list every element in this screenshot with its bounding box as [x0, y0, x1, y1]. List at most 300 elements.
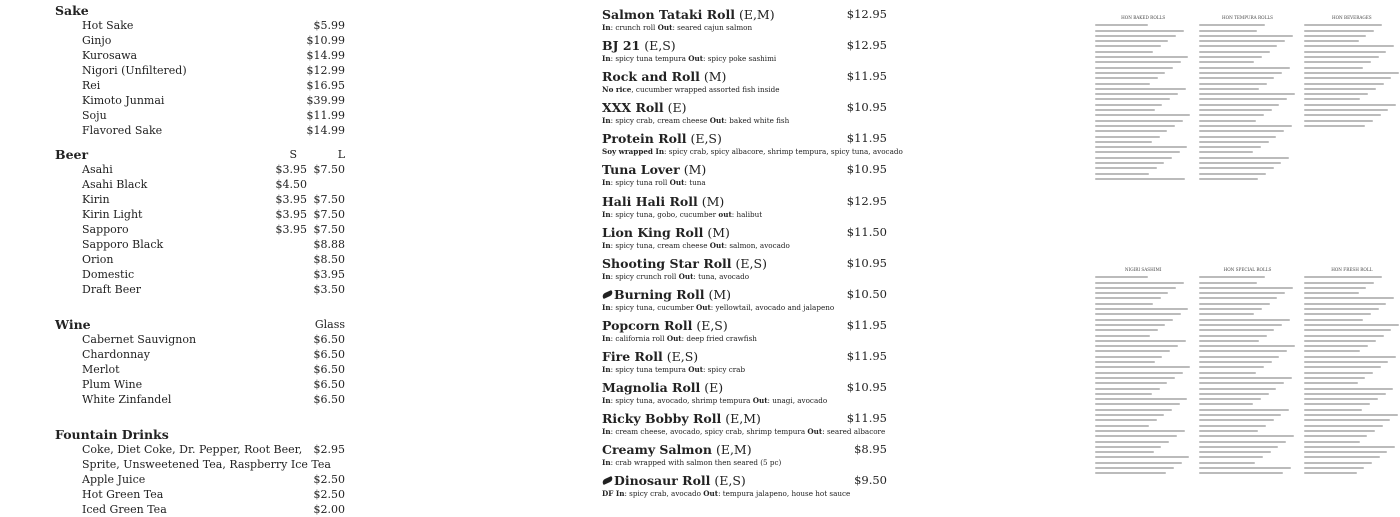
roll-name: Shooting Star Roll — [602, 255, 732, 271]
roll-name-line — [602, 224, 887, 241]
text-line — [1304, 356, 1396, 358]
sep: : — [610, 178, 616, 188]
sep: : — [610, 116, 616, 126]
text-line — [1095, 146, 1187, 148]
item-name: Domestic — [82, 268, 135, 281]
item-name: Cabernet Sauvignon — [82, 333, 197, 346]
text-line — [1199, 162, 1281, 164]
roll-tag: (M) — [708, 286, 732, 302]
text-line — [1095, 446, 1161, 448]
menu-item — [55, 347, 345, 362]
text-line — [1095, 372, 1183, 374]
roll-tag: (M) — [701, 193, 725, 209]
text-line — [1199, 56, 1262, 58]
roll-description — [602, 396, 887, 406]
inside-ingredients: crab wrapped with salmon then seared (5 pc) — [615, 458, 782, 468]
spicy-pepper-icon — [601, 290, 613, 299]
outside-ingredients: tempura jalapeno, house hot sauce — [722, 489, 851, 499]
text-line — [1199, 167, 1273, 169]
outside-ingredients: deep fried crawfish — [686, 333, 757, 343]
sep: : — [624, 489, 630, 499]
in-label: In — [602, 23, 611, 32]
text-line — [1199, 72, 1282, 74]
text-line — [1095, 414, 1164, 416]
roll-tag: (E) — [667, 100, 687, 116]
text-line — [1095, 297, 1161, 299]
text-line — [1095, 56, 1188, 58]
text-line — [1304, 282, 1374, 284]
text-line — [1199, 83, 1266, 85]
text-line — [1199, 377, 1291, 379]
menu-item — [55, 362, 345, 377]
text-line — [1199, 350, 1287, 352]
roll-name: Magnolia Roll — [602, 380, 701, 396]
in-label: In — [602, 116, 611, 126]
roll-price: $11.95 — [846, 131, 887, 146]
out-label: Out — [666, 333, 682, 343]
desc-bold: No rice — [602, 85, 632, 95]
item-price: $2.00 — [313, 503, 345, 516]
text-line — [1199, 329, 1274, 331]
text-line — [1095, 45, 1161, 47]
text-line — [1095, 287, 1176, 289]
text-line — [1304, 30, 1374, 32]
text-line — [1199, 356, 1279, 358]
sep: : — [724, 240, 730, 250]
text-line — [1304, 77, 1392, 79]
text-line — [1304, 276, 1382, 278]
text-line — [1095, 435, 1177, 437]
item-name: Rei — [82, 79, 101, 92]
text-line — [1304, 414, 1398, 416]
text-line — [1304, 67, 1364, 69]
inside-ingredients: spicy tuna tempura — [615, 54, 686, 64]
roll-price: $11.95 — [846, 411, 887, 426]
menu-item — [55, 392, 345, 407]
text-line — [1304, 472, 1357, 474]
sep: : — [672, 23, 678, 32]
out-label: Out — [669, 178, 685, 188]
text-line — [1199, 292, 1285, 294]
roll-description — [602, 241, 887, 251]
menu-item — [55, 502, 345, 517]
item-name: White Zinfandel — [82, 393, 172, 406]
text-line — [1304, 430, 1375, 432]
sep: : — [610, 23, 616, 32]
item-name: Asahi — [82, 163, 113, 176]
text-line — [1199, 366, 1264, 368]
in-label: In — [602, 365, 611, 375]
item-name: Hot Sake — [82, 19, 134, 32]
menu-item — [55, 18, 345, 33]
out-label: Out — [688, 54, 704, 64]
text-line — [1199, 409, 1289, 411]
text-line — [1095, 35, 1176, 37]
text-line — [1304, 377, 1366, 379]
text-line — [1199, 319, 1290, 321]
menu-item — [55, 282, 345, 297]
text-line — [1095, 157, 1172, 159]
roll-description — [602, 85, 887, 95]
menu-item — [55, 207, 345, 222]
menu-item — [55, 377, 345, 392]
outside-ingredients: spicy crab — [707, 365, 746, 375]
inside-ingredients: spicy tuna, gobo, cucumber — [615, 209, 717, 219]
sake-heading — [55, 3, 345, 18]
sep: : — [693, 271, 699, 281]
text-line — [1199, 435, 1293, 437]
item-price: $39.99 — [306, 94, 345, 107]
text-line — [1199, 345, 1294, 347]
roll-price: $10.95 — [846, 380, 887, 395]
text-line — [1304, 287, 1367, 289]
sep: : — [610, 427, 616, 437]
text-line — [1304, 88, 1376, 90]
roll-description — [602, 147, 903, 157]
text-line — [1304, 329, 1392, 331]
menu-item — [55, 162, 345, 177]
inside-ingredients: crunch roll — [615, 23, 656, 32]
roll-tag: (E,M) — [738, 7, 775, 22]
text-line — [1304, 297, 1395, 299]
thumbnail-heading: HON SPECIAL ROLLS — [1223, 267, 1272, 272]
roll-tag: (E,S) — [714, 473, 746, 489]
price-small: $3.95 — [275, 208, 307, 221]
menu-item — [55, 457, 345, 472]
outside-ingredients: baked white fish — [729, 116, 790, 126]
text-line — [1304, 45, 1395, 47]
thumbnail-column — [1304, 15, 1400, 227]
text-line — [1304, 340, 1376, 342]
text-line — [1199, 114, 1264, 116]
desc-prefix: Soy wrapped — [602, 147, 656, 157]
roll-description — [602, 489, 887, 499]
text-line — [1199, 372, 1256, 374]
section-title: Wine — [55, 317, 91, 332]
inside-ingredients: spicy tuna roll — [615, 178, 668, 188]
roll-price: $10.50 — [846, 286, 887, 301]
text-line — [1095, 308, 1188, 310]
thumbnail-column — [1095, 15, 1191, 227]
text-line — [1199, 51, 1269, 53]
text-line — [1199, 276, 1265, 278]
roll-description — [602, 303, 887, 313]
text-line — [1304, 446, 1396, 448]
roll-name-line — [602, 37, 887, 54]
inside-ingredients: spicy crab, avocado — [629, 489, 701, 499]
text-line — [1304, 435, 1368, 437]
roll-item — [602, 286, 887, 317]
text-line — [1199, 446, 1278, 448]
price-large: $7.50 — [313, 208, 345, 221]
section-title: Beer — [55, 147, 89, 162]
text-line — [1199, 361, 1271, 363]
text-line — [1304, 51, 1387, 53]
text-line — [1095, 303, 1153, 305]
outside-ingredients: salmon, avocado — [729, 240, 790, 250]
text-line — [1095, 388, 1160, 390]
text-line — [1095, 319, 1173, 321]
text-line — [1199, 109, 1271, 111]
text-line — [1304, 456, 1380, 458]
inside-ingredients: cream cheese, avocado, spicy crab, shrimp tempura — [615, 427, 806, 437]
text-line — [1304, 24, 1382, 26]
text-line — [1304, 109, 1389, 111]
outside-ingredients: tuna, avocado — [698, 271, 750, 281]
text-line — [1199, 77, 1274, 79]
text-line — [1304, 114, 1381, 116]
text-line — [1304, 292, 1359, 294]
text-line — [1095, 51, 1153, 53]
item-price: $6.50 — [313, 393, 345, 406]
text-line — [1095, 356, 1162, 358]
item-name: Chardonnay — [82, 348, 150, 361]
price-small: $3.95 — [275, 223, 307, 236]
sep: : — [681, 333, 687, 343]
text-line — [1304, 382, 1358, 384]
item-price: $6.50 — [313, 378, 345, 391]
text-line — [1199, 287, 1292, 289]
outside-ingredients: seared albacore — [826, 427, 886, 437]
text-line — [1095, 109, 1155, 111]
in-label: In — [602, 209, 611, 219]
in-label: In — [602, 178, 611, 188]
text-line — [1304, 324, 1399, 326]
outside-ingredients: halibut — [736, 209, 763, 219]
item-name: Coke, Diet Coke, Dr. Pepper, Root Beer, — [82, 443, 303, 456]
roll-item — [602, 441, 887, 472]
roll-item — [602, 193, 887, 224]
text-line — [1199, 393, 1268, 395]
text-line — [1199, 297, 1277, 299]
item-price: $16.95 — [306, 79, 345, 92]
menu-page-thumbnail[interactable] — [1095, 15, 1400, 227]
roll-tag: (E) — [704, 380, 724, 396]
outside-ingredients: spicy poke sashimi — [707, 54, 777, 64]
text-line — [1095, 162, 1164, 164]
item-name: Flavored Sake — [82, 124, 163, 137]
roll-tag: (E,M) — [715, 442, 752, 458]
roll-price: $12.95 — [846, 38, 887, 53]
text-line — [1304, 398, 1378, 400]
thumbnail-heading: HON BAKED ROLLS — [1121, 15, 1166, 20]
price-large: $8.50 — [313, 253, 345, 266]
text-line — [1304, 93, 1369, 95]
item-price: $2.95 — [313, 443, 345, 456]
text-line — [1199, 88, 1259, 90]
text-line — [1199, 462, 1255, 464]
roll-name: Popcorn Roll — [602, 317, 693, 333]
menu-item — [55, 33, 345, 48]
roll-tag: (E,M) — [725, 411, 761, 427]
text-line — [1199, 173, 1265, 175]
drinks-menu — [55, 3, 345, 517]
text-line — [1304, 467, 1365, 469]
text-line — [1199, 61, 1254, 63]
sep: : — [710, 302, 716, 312]
roll-item — [602, 130, 903, 161]
beer-heading — [55, 147, 345, 162]
text-line — [1199, 40, 1285, 42]
text-line — [1095, 350, 1170, 352]
item-name: Asahi Black — [82, 178, 148, 191]
text-line — [1199, 45, 1277, 47]
text-line — [1304, 409, 1363, 411]
roll-description — [602, 23, 887, 33]
text-line — [1199, 157, 1289, 159]
price-small: $3.95 — [275, 193, 307, 206]
sep: : — [610, 302, 616, 312]
roll-item — [602, 68, 887, 99]
thumbnail-heading: NIGIRI SASHIMI — [1124, 267, 1162, 272]
text-line — [1199, 30, 1257, 32]
roll-name: Hali Hali Roll — [602, 193, 698, 209]
roll-price: $10.95 — [846, 100, 887, 115]
item-name: Kimoto Junmai — [82, 94, 165, 107]
text-line — [1095, 67, 1173, 69]
text-line — [1199, 308, 1262, 310]
text-line — [1199, 313, 1254, 315]
text-line — [1304, 366, 1381, 368]
text-line — [1095, 409, 1172, 411]
spicy-pepper-icon — [601, 476, 613, 485]
section-title: Fountain Drinks — [55, 427, 169, 442]
item-name: Ginjo — [82, 34, 112, 47]
text-line — [1304, 120, 1373, 122]
text-line — [1304, 372, 1373, 374]
item-name: Kirin Light — [82, 208, 143, 221]
text-line — [1095, 403, 1180, 405]
menu-item — [55, 267, 345, 282]
in-label: In — [602, 333, 611, 343]
thumbnail-heading: HON FRESH ROLL — [1331, 267, 1373, 272]
roll-name: Dinosaur Roll — [614, 473, 711, 489]
roll-name-line — [602, 286, 887, 303]
sep: : — [610, 271, 616, 281]
roll-item — [602, 472, 887, 503]
thumbnail-column — [1304, 267, 1400, 500]
text-line — [1095, 462, 1182, 464]
item-name: Orion — [82, 253, 114, 266]
roll-name-line — [602, 68, 887, 85]
text-line — [1199, 425, 1265, 427]
text-line — [1304, 319, 1364, 321]
item-name: Merlot — [82, 363, 120, 376]
text-line — [1095, 393, 1152, 395]
sep: : — [664, 147, 669, 157]
roll-item — [602, 348, 887, 379]
out-label: Out — [695, 302, 711, 312]
text-line — [1304, 393, 1386, 395]
item-price: $14.99 — [306, 124, 345, 137]
text-line — [1199, 456, 1263, 458]
item-price: $10.99 — [306, 34, 345, 47]
item-name: Sapporo — [82, 223, 129, 236]
text-line — [1095, 151, 1180, 153]
roll-name-line — [602, 130, 887, 147]
roll-name: XXX Roll — [602, 100, 664, 116]
roll-item — [602, 379, 887, 410]
roll-name-line — [602, 441, 887, 458]
text-line — [1095, 72, 1165, 74]
roll-name: Protein Roll — [602, 131, 687, 147]
item-price: $6.50 — [313, 348, 345, 361]
text-line — [1095, 178, 1185, 180]
inside-ingredients: spicy tuna, cucumber — [615, 302, 694, 312]
text-line — [1095, 441, 1169, 443]
text-line — [1304, 313, 1371, 315]
text-line — [1095, 98, 1170, 100]
roll-tag: (E,S) — [690, 131, 722, 147]
size-large-label: L — [337, 148, 345, 161]
text-line — [1095, 61, 1181, 63]
menu-item — [55, 108, 345, 123]
item-price: $6.50 — [313, 333, 345, 346]
text-line — [1095, 173, 1149, 175]
text-line — [1199, 104, 1279, 106]
text-line — [1199, 303, 1269, 305]
text-line — [1095, 377, 1175, 379]
price-small: $3.95 — [275, 163, 307, 176]
roll-name: Fire Roll — [602, 349, 663, 365]
roll-description — [602, 272, 887, 282]
item-name: Hot Green Tea — [82, 488, 164, 501]
roll-item — [602, 255, 887, 286]
menu-page-thumbnail[interactable] — [1095, 267, 1400, 500]
menu-item — [55, 222, 345, 237]
text-line — [1095, 282, 1184, 284]
text-line — [1199, 398, 1261, 400]
out-label: Out — [688, 365, 704, 375]
out-label: Out — [807, 427, 823, 437]
text-line — [1199, 178, 1258, 180]
roll-name: BJ 21 — [602, 38, 641, 54]
price-large: $3.95 — [313, 268, 345, 281]
text-line — [1199, 441, 1286, 443]
item-price: $2.50 — [313, 488, 345, 501]
menu-item — [55, 78, 345, 93]
item-name: Apple Juice — [82, 473, 146, 486]
roll-item — [602, 37, 887, 68]
menu-item — [55, 472, 345, 487]
text-line — [1304, 104, 1396, 106]
roll-name: Rock and Roll — [602, 69, 700, 85]
menu-item — [55, 332, 345, 347]
inside-ingredients: spicy crunch roll — [615, 271, 677, 281]
text-line — [1095, 472, 1166, 474]
roll-item — [602, 6, 887, 37]
sep: : — [703, 54, 708, 64]
text-line — [1095, 77, 1158, 79]
price-large: $3.50 — [313, 283, 345, 296]
glass-label: Glass — [314, 318, 345, 331]
sep: : — [610, 458, 616, 468]
text-line — [1199, 35, 1292, 37]
text-line — [1095, 88, 1186, 90]
item-name: Sprite, Unsweetened Tea, Raspberry Ice Tea — [82, 458, 331, 471]
text-line — [1095, 366, 1190, 368]
text-line — [1199, 151, 1253, 153]
sep: : — [610, 365, 616, 375]
text-line — [1199, 282, 1257, 284]
text-line — [1095, 130, 1167, 132]
roll-name: Ricky Bobby Roll — [602, 411, 722, 427]
text-line — [1199, 120, 1256, 122]
text-line — [1304, 125, 1366, 127]
text-line — [1304, 98, 1361, 100]
roll-tag: (E,S) — [666, 349, 699, 365]
text-line — [1095, 456, 1189, 458]
